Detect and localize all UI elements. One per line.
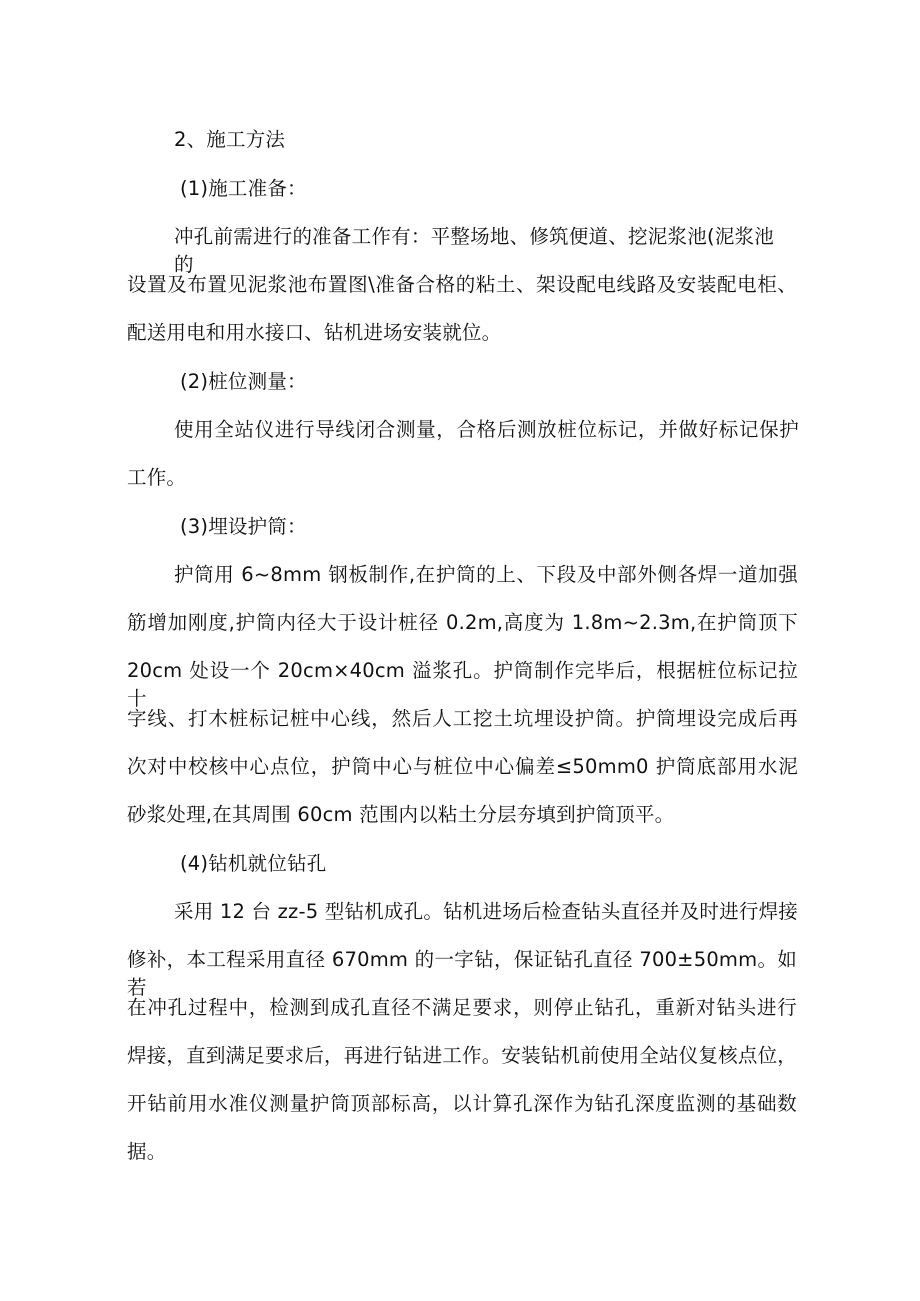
paragraph-line: 设置及布置见泥浆池布置图\准备合格的粘土、架设配电线路及安装配电柜、 (127, 273, 797, 296)
paragraph-line: 字线、打木桩标记桩中心线，然后人工挖土坑埋设护筒。护筒埋设完成后再 (127, 707, 798, 730)
item-title: (3)埋设护筒： (180, 515, 307, 538)
section-heading: 2、施工方法 (174, 128, 286, 151)
paragraph-line: 砂浆处理,在其周围 60cm 范围内以粘土分层夯填到护筒顶平。 (127, 803, 675, 826)
paragraph-line: 配送用电和用水接口、钻机进场安装就位。 (127, 321, 502, 344)
paragraph-line: 修补，本工程采用直径 670mm 的一字钻，保证钻孔直径 700±50mm。如若 (127, 948, 797, 999)
paragraph-line: 在冲孔过程中，检测到成孔直径不满足要求，则停止钻孔，重新对钻头进行 (127, 996, 797, 1019)
paragraph-line: 筋增加刚度,护筒内径大于设计桩径 0.2m,高度为 1.8m~2.3m,在护筒顶下 (127, 611, 798, 634)
paragraph-line: 20cm 处设一个 20cm×40cm 溢浆孔。护筒制作完毕后，根据桩位标记拉十 (127, 659, 798, 710)
paragraph-line: 使用全站仪进行导线闭合测量，合格后测放桩位标记，并做好标记保护 (174, 418, 799, 441)
paragraph-line: 焊接，直到满足要求后，再进行钻进工作。安装钻机前使用全站仪复核点位， (127, 1044, 797, 1067)
paragraph-line: 次对中校核中心点位，护筒中心与桩位中心偏差≤50mm0 护筒底部用水泥 (127, 755, 798, 778)
paragraph-line: 采用 12 台 zz-5 型钻机成孔。钻机进场后检查钻头直径并及时进行焊接 (174, 900, 798, 923)
paragraph-line: 据。 (127, 1140, 167, 1163)
paragraph-line: 护筒用 6~8mm 钢板制作,在护筒的上、下段及中部外侧各焊一道加强 (174, 563, 798, 586)
paragraph-line: 开钻前用水准仪测量护筒顶部标高，以计算孔深作为钻孔深度监测的基础数 (127, 1092, 797, 1115)
paragraph-line: 工作。 (127, 466, 187, 489)
paragraph-line: 冲孔前需进行的准备工作有：平整场地、修筑便道、挖泥浆池(泥浆池的 (174, 225, 774, 276)
item-title: (2)桩位测量： (180, 370, 307, 393)
item-title: (4)钻机就位钻孔 (180, 852, 327, 875)
item-title: (1)施工准备： (180, 177, 307, 200)
